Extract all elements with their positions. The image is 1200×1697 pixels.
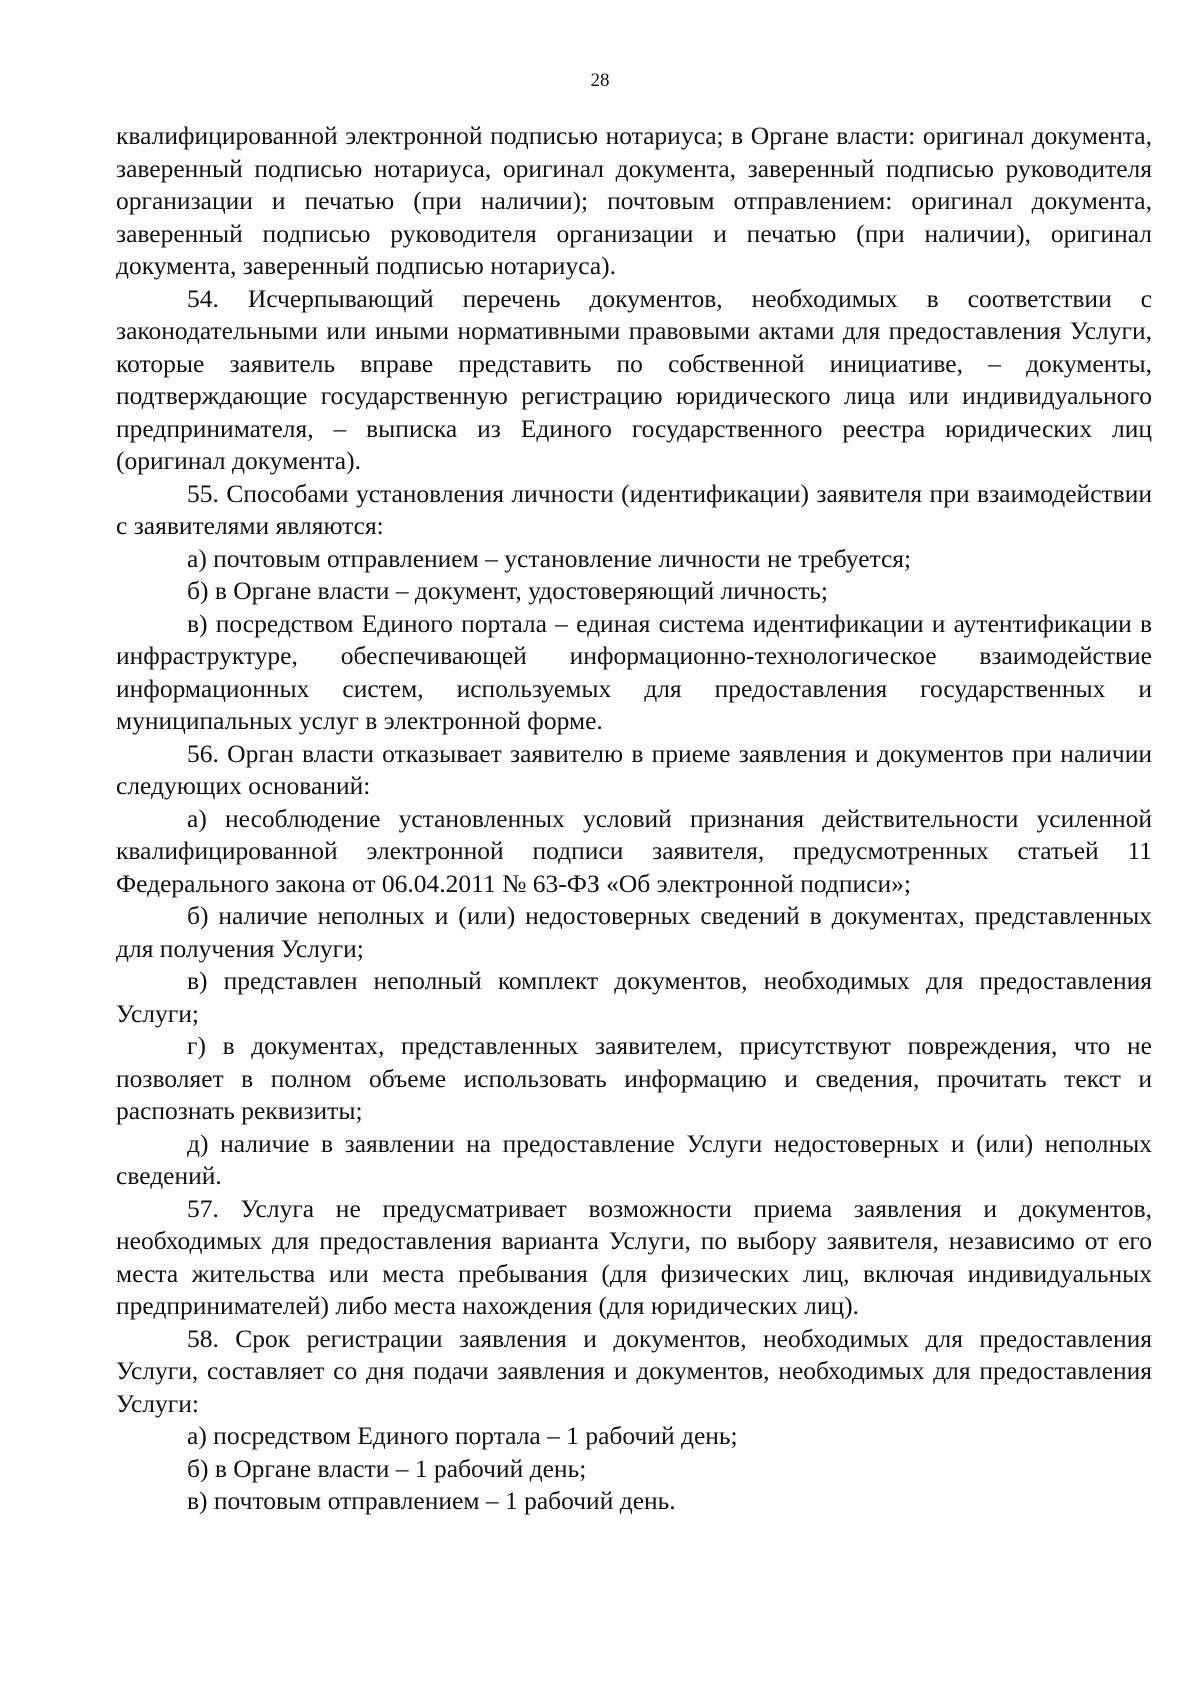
paragraph-57: 57. Услуга не предусматривает возможности приема заявления и документов, необходимых для предоставления варианта Услуги, по выбору заявителя, независимо от его места жительства или места пребывания (для физических лиц, включая индивидуальных предпринимателей) либо места нахождения (для юридических лиц). [116,1193,1152,1320]
page-number: 28 [590,70,610,91]
paragraph-56-d: г) в документах, представленных заявителем, присутствуют повреждения, что не позволяет в полном объеме использовать информацию и сведения, прочитать текст и распознать реквизиты; [116,1031,1152,1125]
paragraph-55-c: в) посредством Единого портала – единая система идентификации и аутентификации в инфраструктуре, обеспечивающей информационно-технологическое взаимодействие информационных систем, используемых для предоставления государственных и муниципальных услуг в электронной форме. [116,608,1152,735]
paragraph-55-b: б) в Органе власти – документ, удостоверяющий личность; [187,576,828,605]
paragraph-56-a: а) несоблюдение установленных условий признания действительности усиленной квалифицированной электронной подписи заявителя, предусмотренных статьей 11 Федерального закона от 06.04.2011 № 63-ФЗ «Об электронной подписи»; [116,803,1152,898]
paragraph-56: 56. Орган власти отказывает заявителю в приеме заявления и документов при наличии следующих оснований: [116,738,1152,800]
paragraph-54: 54. Исчерпывающий перечень документов, необходимых в соответствии с законодательными или иными нормативными правовыми актами для предоставления Услуги, которые заявитель вправе представить по собственной инициативе, – документы, подтверждающие государственную регистрацию юридического лица или индивидуального предпринимателя, – выписка из Единого государственного реестра юридических лиц (оригинал документа). [116,283,1152,475]
paragraph-continuation: квалифицированной электронной подписью нотариуса; в Органе власти: оригинал документа, заверенный подписью нотариуса, оригинал документа, заверенный подписью руководителя организации и печатью (при наличии); почтовым отправлением: оригинал документа, заверенный подписью руководителя организации и печатью (при наличии), оригинал документа, заверенный подписью нотариуса). [116,121,1152,280]
paragraph-58-b: б) в Органе власти – 1 рабочий день; [187,1453,587,1483]
paragraph-56-b: б) наличие неполных и (или) недостоверных сведений в документах, представленных для получения Услуги; [116,901,1152,963]
paragraph-58-a: а) посредством Единого портала – 1 рабочий день; [187,1421,738,1450]
paragraph-58: 58. Срок регистрации заявления и документов, необходимых для предоставления Услуги, составляет со дня подачи заявления и документов, необходимых для предоставления Услуги: [116,1323,1152,1418]
paragraph-56-e: д) наличие в заявлении на предоставление Услуги недостоверных и (или) неполных сведений. [116,1128,1152,1190]
paragraph-55: 55. Способами установления личности (идентификации) заявителя при взаимодействии с заявителями являются: [116,478,1152,540]
document-body [116,120,1152,1518]
paragraph-58-c: в) почтовым отправлением – 1 рабочий день. [187,1486,676,1515]
paragraph-55-a: а) почтовым отправлением – установление личности не требуется; [187,543,912,573]
paragraph-56-c: в) представлен неполный комплект документов, необходимых для предоставления Услуги; [116,966,1152,1028]
